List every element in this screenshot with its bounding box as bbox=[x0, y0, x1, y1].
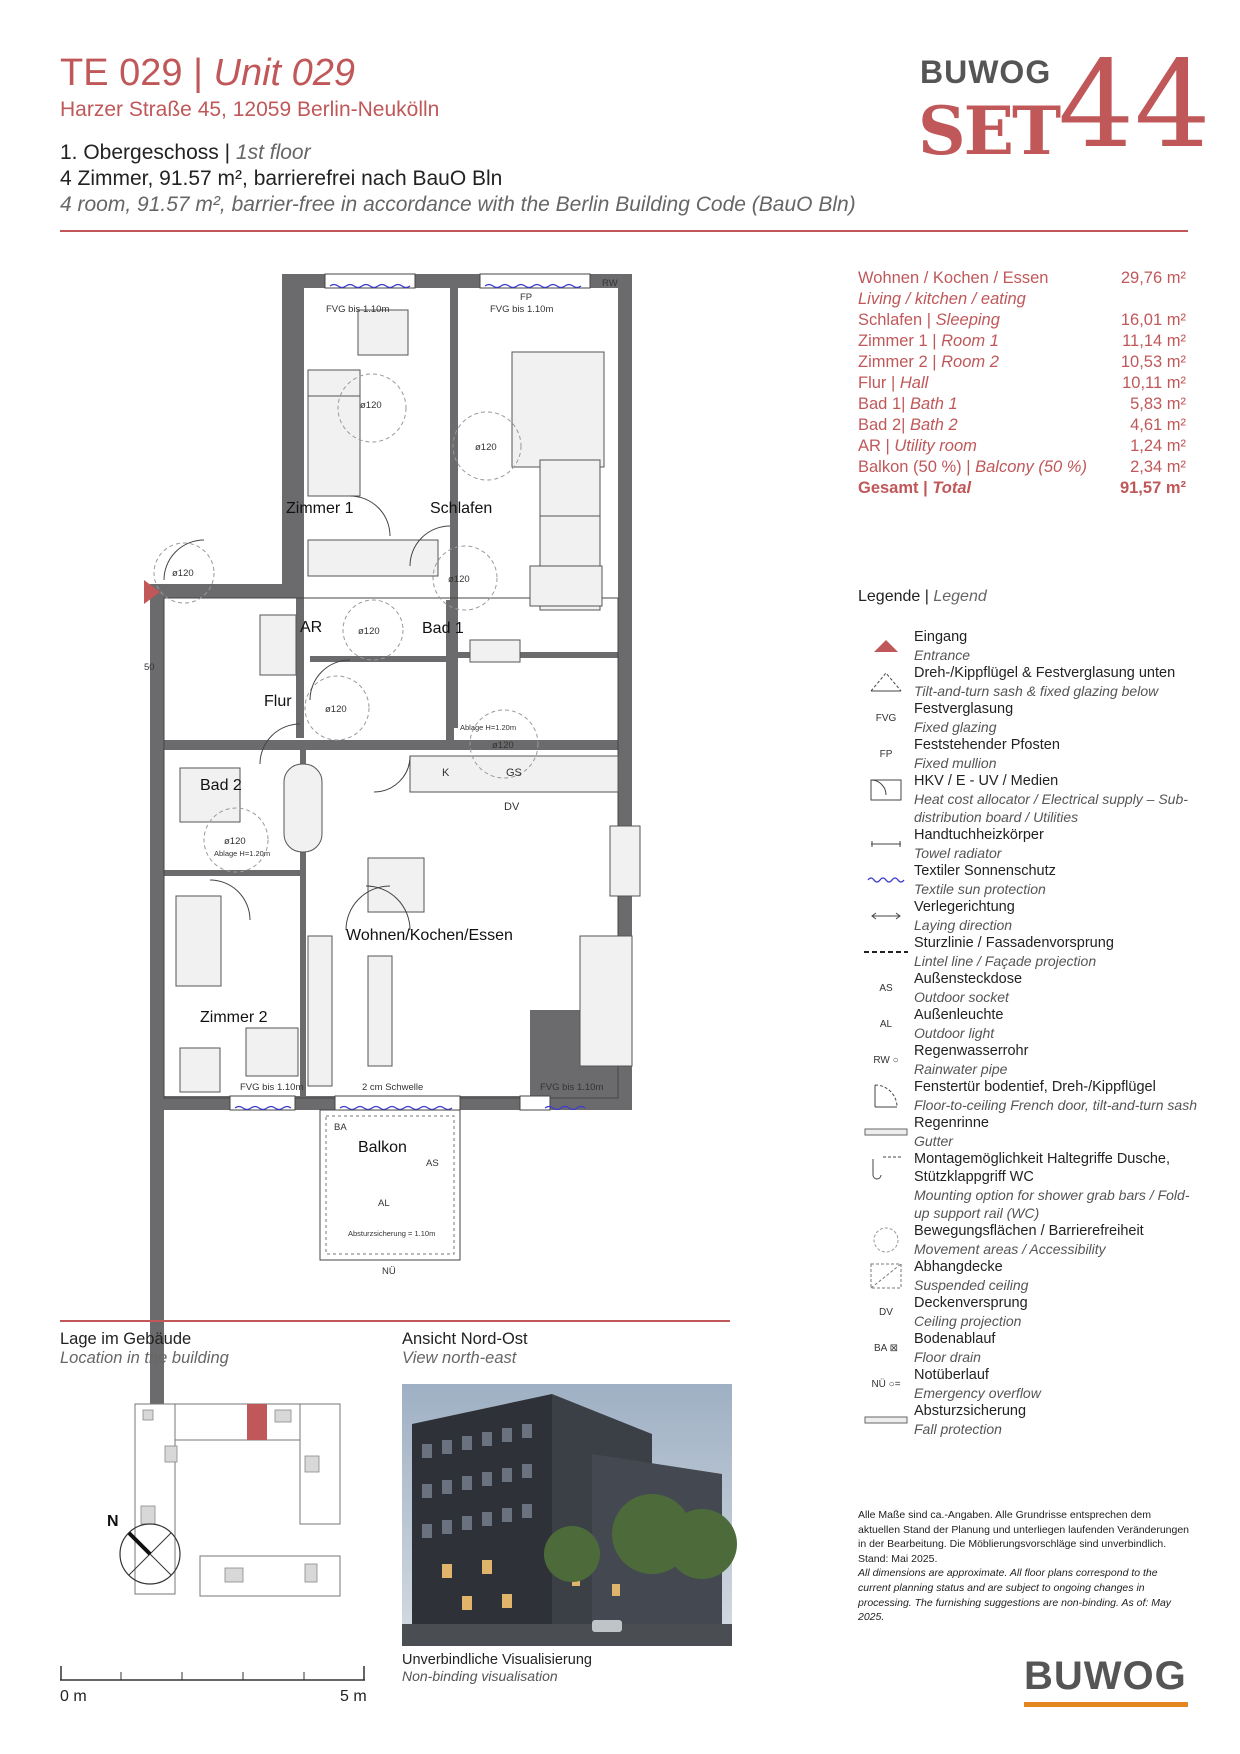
room-flur: Flur bbox=[264, 693, 292, 710]
area-row bbox=[858, 331, 1186, 352]
legend-label-de: Textiler Sonnenschutz bbox=[914, 863, 1056, 879]
legend-label-en: Lintel line / Façade projection bbox=[914, 953, 1097, 969]
furniture bbox=[176, 310, 640, 1092]
label-circle-4: ø120 bbox=[448, 574, 470, 585]
floor-de: 1. Obergeschoss bbox=[60, 141, 219, 164]
logo-brand: BUWOG bbox=[920, 54, 1052, 90]
legend-label-de: Dreh-/Kippflügel & Festverglasung unten bbox=[914, 665, 1176, 681]
legend-label-en: Floor-to-ceiling French door, tilt-and-turn sash bbox=[914, 1097, 1197, 1113]
legend-label-de: Bodenablauf bbox=[914, 1331, 996, 1347]
area-row bbox=[858, 373, 1186, 394]
label-ablage-1: Ablage H=1.20m bbox=[460, 723, 517, 732]
legend-text bbox=[914, 1294, 1028, 1330]
room-bad2: Bad 2 bbox=[200, 777, 242, 794]
label-k: K bbox=[442, 767, 450, 779]
legend-item bbox=[858, 1258, 1198, 1294]
legend-text bbox=[914, 772, 1198, 826]
legend-label-de: Außenleuchte bbox=[914, 1007, 1004, 1023]
legend-item bbox=[858, 898, 1198, 934]
disclaimer-de: Alle Maße sind ca.-Angaben. Alle Grundrisse entsprechen dem aktuellen Stand der Planung und unterliegen laufenden Veränderungen in der Bearbeitung. Die Möblierungsvorschläge sind unverbindlich. Stand: Mai 2025. bbox=[858, 1509, 1190, 1565]
label-rw: RW bbox=[602, 278, 618, 289]
code-icon bbox=[858, 1294, 914, 1330]
area-value: 10,11 m² bbox=[1122, 374, 1186, 392]
logo-number: 44 bbox=[1058, 36, 1211, 175]
unit-id-en: Unit 029 bbox=[213, 52, 356, 94]
area-row bbox=[858, 394, 1186, 415]
legend-item bbox=[858, 826, 1198, 862]
suspended-ceiling-icon bbox=[858, 1258, 914, 1294]
legend-label-en: Rainwater pipe bbox=[914, 1061, 1008, 1077]
area-name-en: Living / kitchen / eating bbox=[858, 290, 1026, 308]
legend-code: AL bbox=[879, 1018, 893, 1030]
title-separator: | bbox=[182, 52, 214, 94]
legend-label-de: Außensteckdose bbox=[914, 971, 1023, 987]
area-value: 2,34 m² bbox=[1130, 458, 1186, 476]
floor-info: 1. Obergeschoss | 1st floor bbox=[60, 141, 311, 164]
legend-code: NÜ ○= bbox=[871, 1378, 901, 1390]
area-name: AR | bbox=[858, 437, 895, 455]
area-name: Zimmer 2 | bbox=[858, 353, 942, 371]
legend-label-en: Outdoor socket bbox=[914, 989, 1009, 1005]
location-title-en: Location in the building bbox=[60, 1349, 229, 1367]
legend-label-en: Suspended ceiling bbox=[914, 1277, 1029, 1293]
area-value: 5,83 m² bbox=[1130, 395, 1186, 413]
label-circle-2: ø120 bbox=[475, 442, 497, 453]
code-icon bbox=[858, 736, 914, 772]
legend-item bbox=[858, 1330, 1198, 1366]
legend-text bbox=[914, 1150, 1198, 1222]
area-total-row bbox=[858, 478, 1186, 499]
legend-label-en: Emergency overflow bbox=[914, 1385, 1041, 1401]
legend-text bbox=[914, 1042, 1028, 1078]
caption-en: Non-binding visualisation bbox=[402, 1668, 558, 1684]
legend-label-en: Fixed mullion bbox=[914, 755, 997, 771]
towel-radiator-icon bbox=[858, 826, 914, 862]
legend-text bbox=[914, 862, 1056, 898]
legend-label-en: Movement areas / Accessibility bbox=[914, 1241, 1106, 1257]
area-name-en: Utility room bbox=[894, 437, 977, 455]
legend-item bbox=[858, 736, 1198, 772]
legend-item bbox=[858, 970, 1198, 1006]
location-title-de: Lage im Gebäude bbox=[60, 1330, 192, 1348]
legend-label-de: Verlegerichtung bbox=[914, 899, 1015, 915]
rooms-summary-en: 4 room, 91.57 m², barrier-free in accordance with the Berlin Building Code (BauO Bln) bbox=[60, 193, 856, 216]
location-heading bbox=[60, 1330, 229, 1368]
entrance-triangle-icon bbox=[858, 628, 914, 664]
area-name: Balkon (50 %) | bbox=[858, 458, 976, 476]
unit-id-de: TE 029 bbox=[60, 52, 183, 94]
movement-area-icon bbox=[858, 1222, 914, 1258]
gutter-icon bbox=[858, 1114, 914, 1150]
area-name: Schlafen | bbox=[858, 311, 936, 329]
legend-text bbox=[914, 1402, 1026, 1438]
legend-code: RW ○ bbox=[873, 1054, 899, 1066]
legend-label-en: Tilt-and-turn sash & fixed glazing below bbox=[914, 683, 1159, 699]
label-circle-1: ø120 bbox=[360, 400, 382, 411]
label-fvg-4: FVG bis 1.10m bbox=[540, 1082, 604, 1093]
label-circle-5: ø120 bbox=[358, 626, 380, 637]
legend-title-de: Legende bbox=[858, 588, 921, 605]
total-name: Gesamt | bbox=[858, 479, 933, 497]
label-nu: NÜ bbox=[382, 1266, 396, 1277]
area-row bbox=[858, 289, 1186, 310]
legend-label-en: Outdoor light bbox=[914, 1025, 995, 1041]
unit-title bbox=[60, 52, 355, 95]
footer-logo: BUWOG bbox=[1024, 1654, 1187, 1698]
legend-title-en: Legend bbox=[933, 588, 987, 605]
area-name-en: Balcony (50 %) bbox=[975, 458, 1087, 476]
code-icon bbox=[858, 700, 914, 736]
legend-text bbox=[914, 1114, 989, 1150]
legend-item bbox=[858, 862, 1198, 898]
legend-text bbox=[914, 1006, 1003, 1042]
area-name: Bad 1| bbox=[858, 395, 910, 413]
building-visualization bbox=[402, 1384, 732, 1646]
logo-set: SET bbox=[918, 92, 1060, 170]
view-heading bbox=[402, 1330, 528, 1368]
legend-label-en: Heat cost allocator / Electrical supply – Sub-distribution board / Utilities bbox=[914, 791, 1188, 825]
legend-text bbox=[914, 1222, 1144, 1258]
area-name: Flur | bbox=[858, 374, 900, 392]
legend-item bbox=[858, 700, 1198, 736]
legend-code: AS bbox=[879, 982, 893, 994]
label-gs: GS bbox=[506, 767, 522, 779]
room-schlafen: Schlafen bbox=[430, 500, 493, 517]
room-balkon: Balkon bbox=[358, 1139, 407, 1156]
legend-title: Legende | Legend bbox=[858, 588, 987, 605]
label-fvg-1: FVG bis 1.10m bbox=[326, 304, 390, 315]
legend-list bbox=[858, 628, 1198, 1438]
code-icon bbox=[858, 1330, 914, 1366]
legend-label-de: Abhangdecke bbox=[914, 1259, 1003, 1275]
legend-item bbox=[858, 1006, 1198, 1042]
legend-text bbox=[914, 1330, 995, 1366]
arrow-both-icon bbox=[858, 898, 914, 934]
total-name-en: Total bbox=[932, 479, 972, 497]
legend-text bbox=[914, 1078, 1197, 1114]
area-row bbox=[858, 457, 1186, 478]
legend-item bbox=[858, 664, 1198, 700]
legend-label-de: Feststehender Pfosten bbox=[914, 737, 1060, 753]
area-row bbox=[858, 436, 1186, 457]
legend-item bbox=[858, 1114, 1198, 1150]
legend-label-de: Regenwasserrohr bbox=[914, 1043, 1029, 1059]
code-icon bbox=[858, 970, 914, 1006]
room-wohnen: Wohnen/Kochen/Essen bbox=[346, 927, 513, 944]
disclaimer bbox=[858, 1508, 1193, 1625]
legend-item bbox=[858, 1294, 1198, 1330]
code-icon bbox=[858, 1366, 914, 1402]
legend-code: FVG bbox=[875, 712, 897, 724]
scale-bar bbox=[60, 1662, 370, 1684]
scale-end: 5 m bbox=[340, 1688, 367, 1705]
legend-text bbox=[914, 736, 1060, 772]
legend-item bbox=[858, 934, 1198, 970]
area-name: Zimmer 1 | bbox=[858, 332, 942, 350]
label-al: AL bbox=[378, 1198, 390, 1209]
legend-label-de: Bewegungsflächen / Barrierefreiheit bbox=[914, 1223, 1144, 1239]
legend-item bbox=[858, 1042, 1198, 1078]
legend-label-en: Textile sun protection bbox=[914, 881, 1046, 897]
french-door-icon bbox=[858, 1078, 914, 1114]
legend-label-de: Eingang bbox=[914, 629, 968, 645]
code-icon bbox=[858, 1042, 914, 1078]
legend-item bbox=[858, 1150, 1198, 1222]
area-name: Bad 2| bbox=[858, 416, 910, 434]
area-name-en: Bath 1 bbox=[910, 395, 958, 413]
label-circle-3: ø120 bbox=[172, 568, 194, 579]
bottom-divider bbox=[60, 1320, 730, 1322]
legend-label-de: Notüberlauf bbox=[914, 1367, 989, 1383]
legend-text bbox=[914, 898, 1015, 934]
legend-label-en: Ceiling projection bbox=[914, 1313, 1022, 1329]
legend-label-en: Towel radiator bbox=[914, 845, 1002, 861]
legend-item bbox=[858, 1366, 1198, 1402]
label-fvg-2: FVG bis 1.10m bbox=[490, 304, 554, 315]
area-value: 10,53 m² bbox=[1120, 353, 1186, 371]
area-value: 1,24 m² bbox=[1130, 437, 1186, 455]
legend-label-de: Sturzlinie / Fassadenvorsprung bbox=[914, 935, 1114, 951]
view-title-de: Ansicht Nord-Ost bbox=[402, 1330, 528, 1348]
label-circle-6: ø120 bbox=[325, 704, 347, 715]
area-row bbox=[858, 415, 1186, 436]
legend-code: FP bbox=[879, 748, 893, 760]
legend-label-en: Entrance bbox=[914, 647, 971, 663]
area-name: Wohnen / Kochen / Essen bbox=[858, 269, 1049, 287]
legend-text bbox=[914, 1366, 1041, 1402]
room-zimmer1: Zimmer 1 bbox=[286, 500, 354, 517]
area-table bbox=[858, 268, 1186, 499]
room-zimmer2: Zimmer 2 bbox=[200, 1009, 268, 1026]
legend-label-en: Mounting option for shower grab bars / Fold-up support rail (WC) bbox=[914, 1187, 1190, 1221]
legend-item bbox=[858, 1402, 1198, 1438]
caption-de: Unverbindliche Visualisierung bbox=[402, 1652, 592, 1668]
footer-logo-bar bbox=[1024, 1702, 1188, 1707]
floor-plan bbox=[144, 270, 670, 1280]
label-circle-8: ø120 bbox=[224, 836, 246, 847]
legend-text bbox=[914, 970, 1022, 1006]
floor-en: 1st floor bbox=[235, 141, 311, 164]
room-ar: AR bbox=[300, 619, 323, 636]
legend-label-en: Floor drain bbox=[914, 1349, 981, 1365]
dashed-icon bbox=[858, 934, 914, 970]
legend-item bbox=[858, 1078, 1198, 1114]
area-row bbox=[858, 268, 1186, 289]
gutter-icon bbox=[858, 1402, 914, 1438]
area-name-en: Bath 2 bbox=[910, 416, 958, 434]
north-label: N bbox=[107, 1513, 119, 1530]
legend-item bbox=[858, 1222, 1198, 1258]
label-absturz: Absturzsicherung = 1.10m bbox=[348, 1229, 436, 1238]
code-icon bbox=[858, 1006, 914, 1042]
legend-label-de: Festverglasung bbox=[914, 701, 1014, 717]
area-value: 29,76 m² bbox=[1120, 269, 1186, 287]
label-50: 50 bbox=[144, 662, 155, 673]
legend-label-de: Absturzsicherung bbox=[914, 1403, 1027, 1419]
legend-label-en: Laying direction bbox=[914, 917, 1013, 933]
label-schwelle: 2 cm Schwelle bbox=[362, 1082, 424, 1093]
visualization-caption bbox=[402, 1652, 592, 1684]
scale-start: 0 m bbox=[60, 1688, 87, 1705]
legend-label-en: Fall protection bbox=[914, 1421, 1002, 1437]
rooms-summary-de: 4 Zimmer, 91.57 m², barrierefrei nach BauO Bln bbox=[60, 167, 503, 190]
label-dv: DV bbox=[504, 801, 520, 813]
label-as: AS bbox=[426, 1158, 439, 1169]
room-bad1: Bad 1 bbox=[422, 620, 464, 637]
legend-label-de: Handtuchheizkörper bbox=[914, 827, 1044, 843]
legend-text bbox=[914, 700, 1013, 736]
label-ba: BA bbox=[334, 1122, 347, 1133]
area-row bbox=[858, 310, 1186, 331]
area-row bbox=[858, 352, 1186, 373]
area-value: 4,61 m² bbox=[1130, 416, 1186, 434]
header-divider bbox=[60, 230, 1188, 232]
legend-text bbox=[914, 628, 970, 664]
label-ablage-2: Ablage H=1.20m bbox=[214, 849, 271, 858]
legend-label-de: Fenstertür bodentief, Dreh-/Kippflügel bbox=[914, 1079, 1156, 1095]
label-fp: FP bbox=[520, 292, 533, 303]
total-value: 91,57 m² bbox=[1119, 479, 1186, 497]
label-fvg-3: FVG bis 1.10m bbox=[240, 1082, 304, 1093]
legend-item bbox=[858, 772, 1198, 826]
view-title-en: View north-east bbox=[402, 1349, 517, 1367]
area-name-en: Room 2 bbox=[941, 353, 999, 371]
legend-text bbox=[914, 826, 1044, 862]
cabinet-icon bbox=[858, 772, 914, 808]
legend-label-de: Montagemöglichkeit Haltegriffe Dusche, Stützklappgriff WC bbox=[914, 1151, 1171, 1185]
legend-code: DV bbox=[879, 1306, 893, 1318]
building-location-map bbox=[105, 1396, 350, 1626]
legend-text bbox=[914, 934, 1114, 970]
label-circle-7: ø120 bbox=[492, 740, 514, 751]
disclaimer-en: All dimensions are approximate. All floor plans correspond to the current planning status and are subject to ongoing changes in processing. The furnishing suggestions are non-binding. As of: May 2025. bbox=[858, 1567, 1172, 1624]
address: Harzer Straße 45, 12059 Berlin-Neukölln bbox=[60, 98, 440, 121]
legend-text bbox=[914, 664, 1175, 700]
area-name-en: Room 1 bbox=[941, 332, 999, 350]
legend-text bbox=[914, 1258, 1028, 1294]
area-value: 11,14 m² bbox=[1122, 332, 1186, 350]
legend-item bbox=[858, 628, 1198, 664]
legend-label-en: Fixed glazing bbox=[914, 719, 997, 735]
tilt-turn-window-icon bbox=[858, 664, 914, 700]
legend-code: BA ⊠ bbox=[874, 1342, 898, 1354]
legend-label-de: Regenrinne bbox=[914, 1115, 989, 1131]
legend-label-en: Gutter bbox=[914, 1133, 953, 1149]
unit-highlight bbox=[247, 1404, 267, 1440]
area-name-en: Hall bbox=[899, 374, 929, 392]
area-name-en: Sleeping bbox=[935, 311, 1000, 329]
wave-icon bbox=[858, 862, 914, 898]
legend-label-de: HKV / E - UV / Medien bbox=[914, 773, 1059, 789]
area-value: 16,01 m² bbox=[1120, 311, 1186, 329]
legend-label-de: Deckenversprung bbox=[914, 1295, 1028, 1311]
grab-bar-icon bbox=[858, 1150, 914, 1186]
